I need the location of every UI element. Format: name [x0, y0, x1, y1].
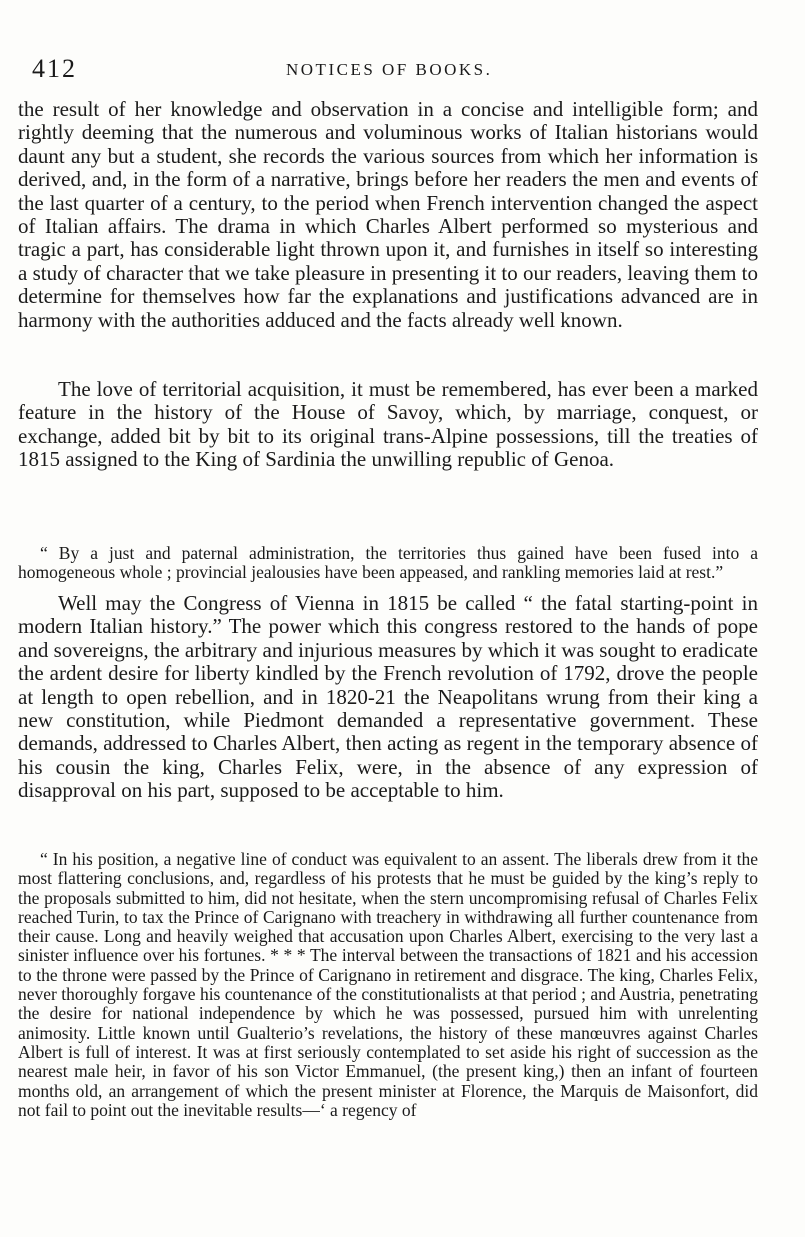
paragraph-congress-of-vienna: Well may the Congress of Vienna in 1815 be called “ the fatal starting-point in modern Italian history.” The power which this congress restored to the hands of pope and sovereigns, the arbitrary and injurious measures by which it was sought to eradicate the ardent desire for liberty kindled by the French revolution of 1792, drove the people at length to open rebellion, and in 1820-21 the Neapolitans wrung from their king a new constitution, while Piedmont demanded a representative government. These demands, addressed to Charles Albert, then acting as regent in the temporary absence of his cousin the king, Charles Felix, were, in the absence of any expression of disapproval on his part, supposed to be acceptable to him.: [18, 591, 758, 803]
running-head: NOTICES OF BOOKS.: [286, 60, 493, 79]
page-number: 412: [32, 54, 77, 83]
page-header: [32, 54, 757, 84]
paragraph-continuation: the result of her knowledge and observation in a concise and intelligible form; and rightly deeming that the numerous and voluminous works of Italian historians would daunt any but a student, she records the various sources from which her information is derived, and, in the form of a narrative, brings before her readers the men and events of the last quarter of a century, to the period when French intervention changed the aspect of Italian affairs. The drama in which Charles Albert performed so mysterious and tragic a part, has considerable light thrown upon it, and furnishes in itself so interesting a study of character that we take pleasure in presenting it to our readers, leaving them to determine for themselves how far the explanations and justifications advanced are in harmony with the authorities adduced and the facts already well known.: [18, 97, 758, 332]
paragraph-house-of-savoy: The love of territorial acquisition, it must be remembered, has ever been a marked feature in the history of the House of Savoy, which, by marriage, conquest, or exchange, added bit by bit to its original trans-Alpine possessions, till the treaties of 1815 assigned to the King of Sardinia the unwilling republic of Genoa.: [18, 377, 758, 472]
block-quote-negative-conduct: “ In his position, a negative line of conduct was equivalent to an assent. The liberals drew from it the most flattering conclusions, and, regardless of his protests that he must be guided by the king’s reply to the proposals submitted to him, did not hesitate, when the stern uncompromising refusal of Charles Felix reached Turin, to tax the Prince of Carignano with treachery in withdrawing all further countenance from their cause. Long and heavily weighed that accusation upon Charles Albert, exercising to the very last a sinister influence over his fortunes. * * * The interval between the transactions of 1821 and his accession to the throne were passed by the Prince of Carignano in retirement and disgrace. The king, Charles Felix, never thoroughly forgave his countenance of the constitutionalists at that period ; and Austria, penetrating the desire for national independence by which he was possessed, pursued him with unrelenting animosity. Little known until Gualterio’s revelations, the history of these manœuvres against Charles Albert is full of interest. It was at first seriously contemplated to set aside his right of succession as the nearest male heir, in favor of his son Victor Emmanuel, (the present king,) then an infant of fourteen months old, an arrangement of which the present minister at Florence, the Marquis de Maisonfort, did not fail to point out the inevitable results—‘ a regency of: [18, 849, 758, 1120]
block-quote-administration: “ By a just and paternal administration, the territories thus gained have been fused into a homogeneous whole ; provincial jealousies have been appeased, and rankling memories laid at rest.”: [18, 543, 758, 583]
